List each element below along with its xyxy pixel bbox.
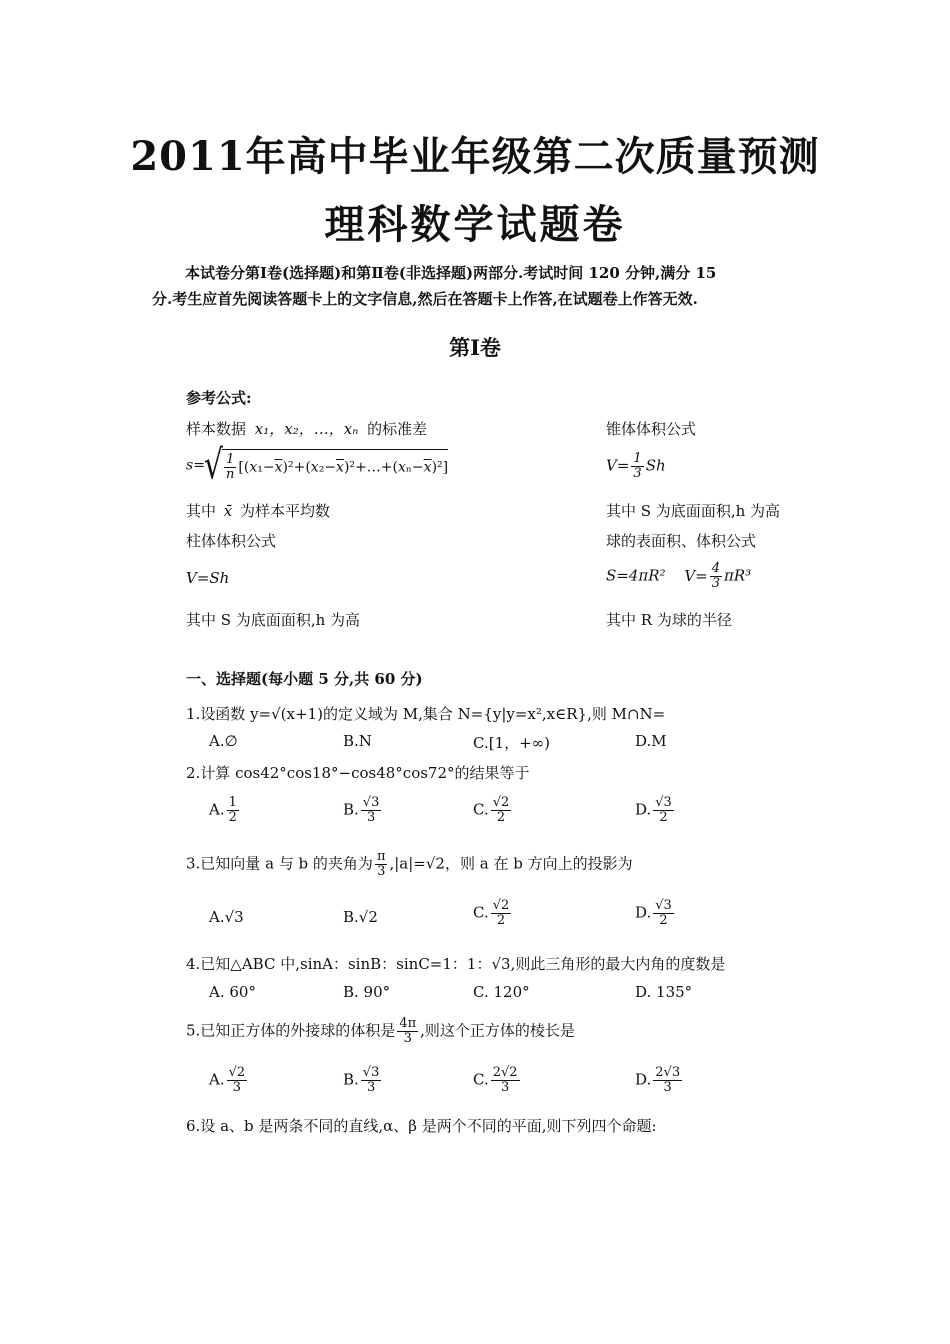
intro-line-1: 本试卷分第Ⅰ卷(选择题)和第Ⅱ卷(非选择题)两部分.考试时间 120 分钟,满分 15 [185, 264, 717, 282]
q3-c-den: 2 [496, 913, 506, 928]
question-3-stem [186, 850, 633, 879]
exam-subtitle: 理科数学试题卷 [324, 201, 626, 248]
q5-option-c [473, 1066, 522, 1095]
q2-d-num: √3 [655, 795, 672, 810]
q2-a-label: A. [209, 800, 225, 819]
q2-b-num: √3 [362, 795, 380, 810]
prism-label: 柱体体积公式 [186, 532, 277, 550]
q5-stem-post: ,则这个正方体的棱长是 [420, 1021, 575, 1040]
q4-option-c: C. 120° [473, 983, 530, 1001]
mean-note [186, 500, 330, 521]
q2-c-label: C. [473, 800, 489, 819]
question-5-stem [186, 1017, 575, 1046]
q5-a-label: A. [209, 1070, 225, 1089]
cone-frac-den: 3 [633, 466, 642, 481]
q2-c-den: 2 [496, 810, 506, 825]
q2-b-den: 3 [366, 810, 376, 825]
q5-b-num: √3 [362, 1065, 380, 1080]
sphere-note: 其中 R 为球的半径 [606, 611, 732, 629]
sphere-formulas [606, 562, 751, 591]
std-samples: x₁，x₂，…，xₙ [254, 420, 359, 438]
sphere-label: 球的表面积、体积公式 [606, 532, 757, 550]
q3-frac-num: π [376, 849, 386, 864]
q3-option-a [209, 908, 244, 926]
prism-formula: V=Sh [186, 569, 230, 587]
q2-d-den: 2 [659, 810, 668, 825]
q1-option-d: D.M [635, 732, 667, 750]
q2-a-num: 1 [228, 795, 237, 810]
q5-frac-num: 4π [399, 1016, 417, 1031]
q3-d-label: D. [635, 903, 652, 922]
q4-option-d: D. 135° [635, 983, 693, 1001]
q5-d-den: 3 [663, 1080, 672, 1095]
q2-c-num: √2 [492, 795, 510, 810]
q5-option-d [635, 1066, 684, 1095]
prism-note: 其中 S 为底面面积,h 为高 [186, 611, 361, 629]
q3-c-label: C. [473, 903, 489, 922]
q5-a-num: √2 [228, 1065, 246, 1080]
q1-option-a: A.∅ [209, 732, 238, 750]
q2-a-den: 2 [228, 810, 237, 825]
q2-option-b [343, 796, 383, 825]
q5-a-den: 3 [232, 1080, 242, 1095]
std-dev-label [186, 418, 427, 439]
q2-option-a [209, 796, 241, 825]
q5-d-num: 2√3 [655, 1065, 681, 1080]
cone-formula-pre: V= [606, 456, 630, 475]
q1-option-b: B.N [343, 732, 372, 750]
sphere-surface-formula: S=4πR² [606, 566, 666, 585]
section-title: 第Ⅰ卷 [449, 335, 501, 360]
cone-note: 其中 S 为底面面积,h 为高 [606, 502, 781, 520]
q5-b-den: 3 [366, 1080, 376, 1095]
cone-frac-num: 1 [633, 451, 642, 466]
q5-c-den: 3 [500, 1080, 510, 1095]
q3-b-text: √2 [358, 908, 378, 926]
q3-b-label: B. [343, 908, 359, 926]
mean-note-pre: 其中 [186, 502, 217, 520]
question-6-stem: 6.设 a、b 是两条不同的直线,α、β 是两个不同的平面,则下列四个命题: [186, 1117, 657, 1135]
q3-option-c [473, 899, 513, 928]
q3-stem-pre: 3.已知向量 a 与 b 的夹角为 [186, 854, 373, 873]
q3-c-num: √2 [492, 898, 510, 913]
q2-d-label: D. [635, 800, 652, 819]
q2-option-d [635, 796, 676, 825]
q3-option-d [635, 899, 676, 928]
part1-header: 一、选择题(每小题 5 分,共 60 分) [186, 670, 423, 688]
q5-option-a [209, 1066, 249, 1095]
std-dev-formula: s=√ $\frac{1}{n}$ $[(x_1-\overline{x})^2+(x_2-\overline{x})^2+\dots+(x_n-\overline{x})^2]$ [186, 441, 449, 490]
q3-frac-den: 3 [377, 864, 386, 879]
question-4-stem: 4.已知△ABC 中,sinA：sinB：sinC=1：1：√3,则此三角形的最大内角的度数是 [186, 955, 726, 973]
q3-stem-post: ,|a|=√2，则 a 在 b 方向上的投影为 [389, 854, 633, 873]
std-suffix-text: 的标准差 [367, 420, 428, 438]
q5-c-label: C. [473, 1070, 489, 1089]
sphere-volume-pre: V= [684, 566, 708, 585]
sphere-frac-den: 3 [711, 576, 721, 591]
q5-stem-pre: 5.已知正方体的外接球的体积是 [186, 1021, 396, 1040]
mean-symbol: x̄ [223, 502, 233, 520]
exam-title: 2011年高中毕业年级第二次质量预测 [130, 133, 820, 180]
q3-option-b [343, 908, 378, 926]
question-2-stem: 2.计算 cos42°cos18°−cos48°cos72°的结果等于 [186, 764, 530, 782]
q2-option-c [473, 796, 513, 825]
q5-b-label: B. [343, 1070, 359, 1089]
q3-d-den: 2 [659, 913, 668, 928]
cone-label: 锥体体积公式 [606, 420, 697, 438]
q5-option-b [343, 1066, 383, 1095]
sphere-volume-post: πR³ [724, 566, 752, 585]
reference-heading: 参考公式: [186, 389, 252, 407]
q2-b-label: B. [343, 800, 359, 819]
cone-formula [606, 452, 666, 481]
q3-a-label: A. [209, 908, 225, 926]
question-1-stem: 1.设函数 y=√(x+1)的定义域为 M,集合 N={y|y=x²,x∈R},则 M∩N= [186, 705, 666, 723]
std-label-text: 样本数据 [186, 420, 247, 438]
cone-formula-post: Sh [645, 456, 666, 475]
sphere-frac-num: 4 [711, 561, 721, 576]
q5-d-label: D. [635, 1070, 652, 1089]
intro-line-2: 分.考生应首先阅读答题卡上的文字信息,然后在答题卡上作答,在试题卷上作答无效. [152, 290, 698, 308]
q5-frac-den: 3 [403, 1031, 412, 1046]
q3-d-num: √3 [655, 898, 672, 913]
mean-note-post: 为样本平均数 [240, 502, 331, 520]
q5-c-num: 2√2 [492, 1065, 518, 1080]
q4-option-b: B. 90° [343, 983, 391, 1001]
q3-a-text: √3 [224, 908, 244, 926]
q4-option-a: A. 60° [209, 983, 256, 1001]
q1-option-c: C.[1，+∞) [473, 734, 551, 752]
